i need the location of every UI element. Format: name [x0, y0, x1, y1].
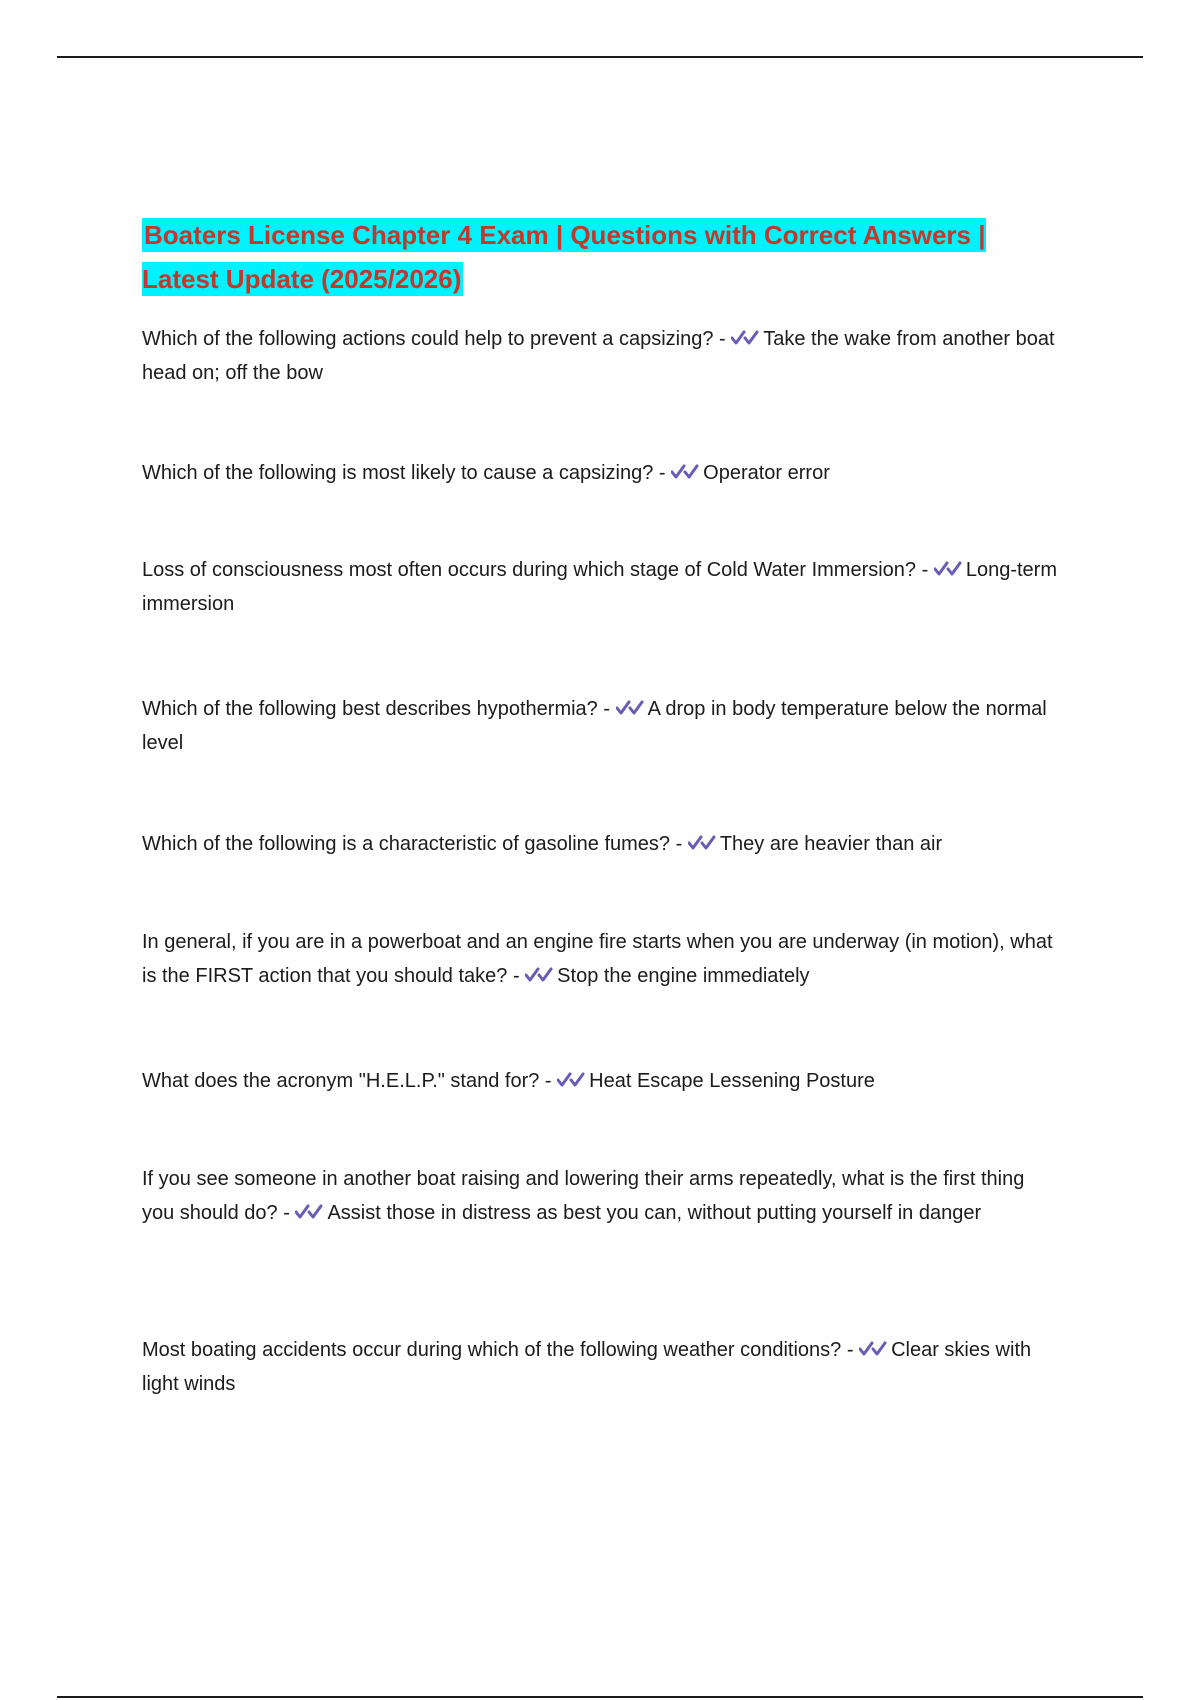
qa-item-6: [142, 925, 1062, 993]
answer-text: Operator error: [703, 462, 830, 484]
answer-text: Stop the engine immediately: [557, 965, 810, 987]
double-check-icon: [295, 1202, 323, 1222]
qa-item-5: [142, 827, 1062, 861]
qa-item-4: [142, 692, 1062, 760]
question-text: What does the acronym "H.E.L.P." stand for? -: [142, 1070, 552, 1092]
double-check-icon: [859, 1339, 887, 1359]
question-text: Which of the following actions could help to prevent a capsizing? -: [142, 328, 726, 350]
question-text: Most boating accidents occur during which of the following weather conditions? -: [142, 1339, 854, 1361]
qa-item-1: [142, 322, 1062, 390]
double-check-icon: [671, 462, 699, 482]
double-check-icon: [557, 1070, 585, 1090]
qa-item-8: [142, 1162, 1062, 1230]
document-title: [142, 213, 1042, 301]
double-check-icon: [731, 328, 759, 348]
qa-item-2: [142, 456, 1062, 490]
qa-item-3: [142, 553, 1062, 621]
bottom-rule: [57, 1696, 1143, 1698]
answer-text: Long-term immersion: [142, 559, 1057, 615]
answer-text: Heat Escape Lessening Posture: [589, 1070, 875, 1092]
answer-text: Clear skies with light winds: [142, 1339, 1032, 1395]
question-text: In general, if you are in a powerboat and an engine fire starts when you are underway (in motion), what is the FIRST action that you should take? -: [142, 931, 1053, 987]
double-check-icon: [934, 559, 962, 579]
answer-text: Take the wake from another boat head on; off the bow: [142, 328, 1055, 384]
qa-item-9: [142, 1333, 1062, 1401]
question-text: Which of the following is a characteristic of gasoline fumes? -: [142, 833, 683, 855]
answer-text: Assist those in distress as best you can, without putting yourself in danger: [327, 1202, 982, 1224]
question-text: Loss of consciousness most often occurs during which stage of Cold Water Immersion? -: [142, 559, 929, 581]
question-text: Which of the following best describes hypothermia? -: [142, 698, 611, 720]
qa-item-7: [142, 1064, 1062, 1098]
title-highlight: Boaters License Chapter 4 Exam | Questions with Correct Answers | Latest Update (2025/2026): [142, 220, 986, 294]
double-check-icon: [688, 833, 716, 853]
double-check-icon: [616, 698, 644, 718]
question-text: Which of the following is most likely to cause a capsizing? -: [142, 462, 666, 484]
answer-text: They are heavier than air: [719, 833, 943, 855]
answer-text: A drop in body temperature below the normal level: [142, 698, 1047, 754]
top-rule: [57, 56, 1143, 58]
double-check-icon: [525, 965, 553, 985]
question-text: If you see someone in another boat raising and lowering their arms repeatedly, what is the first thing you should do? -: [142, 1168, 1025, 1224]
